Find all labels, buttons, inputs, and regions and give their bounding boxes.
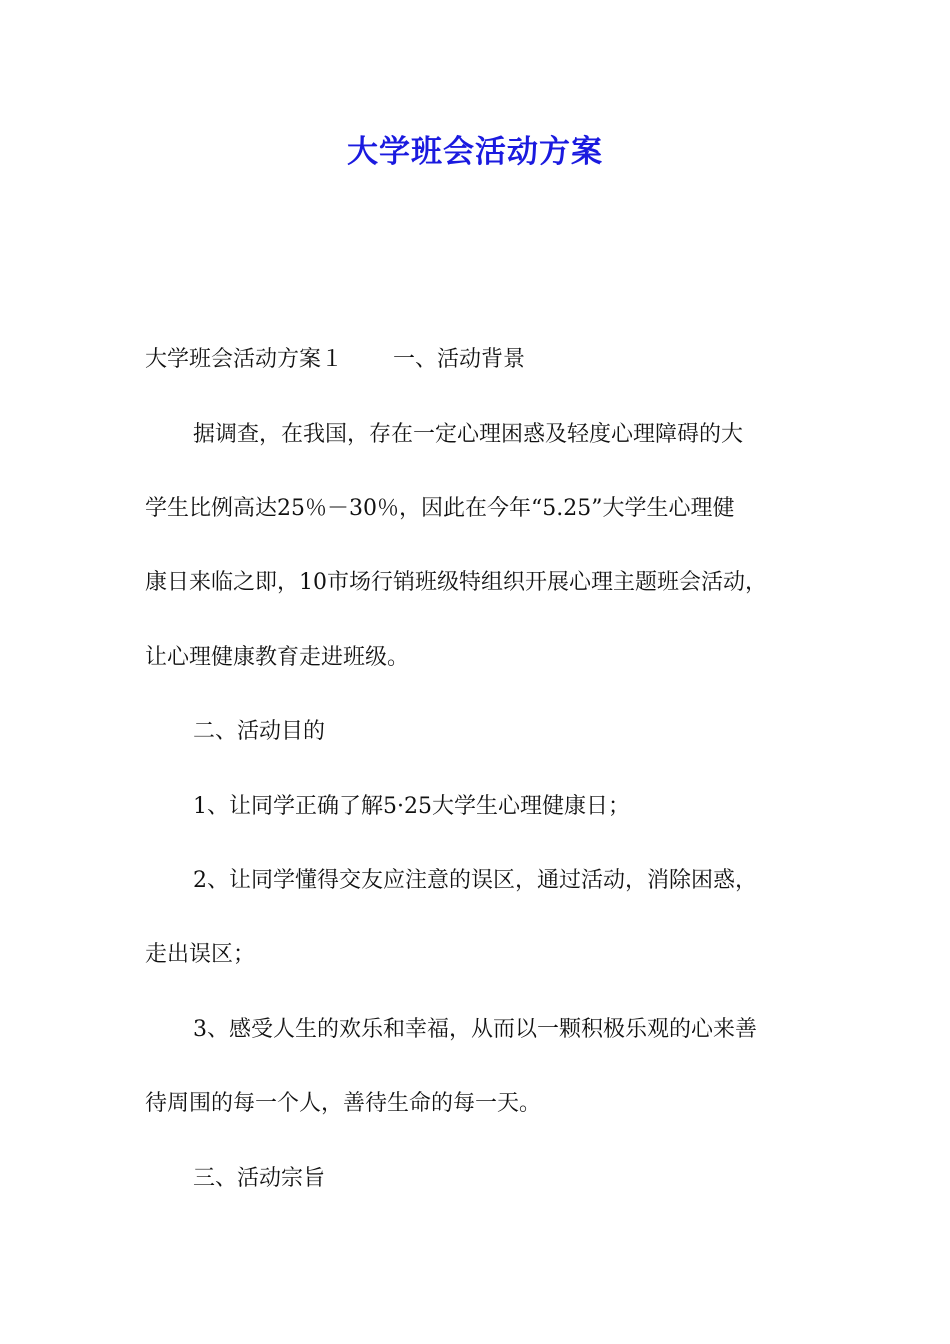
plan-number-label: 大学班会活动方案１ — [145, 347, 344, 372]
section-heading-line — [145, 342, 825, 378]
paragraph-line: 让心理健康教育走进班级。 — [145, 645, 410, 670]
section-heading-purpose: 二、活动目的 — [193, 719, 326, 744]
list-item-continuation: 待周围的每一个人，善待生命的每一天。 — [145, 1091, 542, 1116]
list-item-continuation: 走出误区； — [145, 942, 256, 967]
paragraph-line: 学生比例高达25％－30％，因此在今年“5.25”大学生心理健 — [145, 496, 735, 521]
section-heading-tenet: 三、活动宗旨 — [193, 1166, 326, 1191]
document-title: 大学班会活动方案 — [347, 134, 603, 170]
paragraph-line: 康日来临之即，10市场行销班级特组织开展心理主题班会活动， — [145, 570, 767, 595]
list-item: 2、让同学懂得交友应注意的误区，通过活动，消除困惑， — [193, 868, 757, 893]
paragraph-line: 据调查，在我国，存在一定心理困惑及轻度心理障碍的大 — [193, 422, 744, 447]
section-heading-background: 一、活动背景 — [393, 347, 526, 372]
list-item: 3、感受人生的欢乐和幸福，从而以一颗积极乐观的心来善 — [193, 1017, 757, 1042]
list-item: 1、让同学正确了解5·25大学生心理健康日； — [193, 794, 630, 819]
